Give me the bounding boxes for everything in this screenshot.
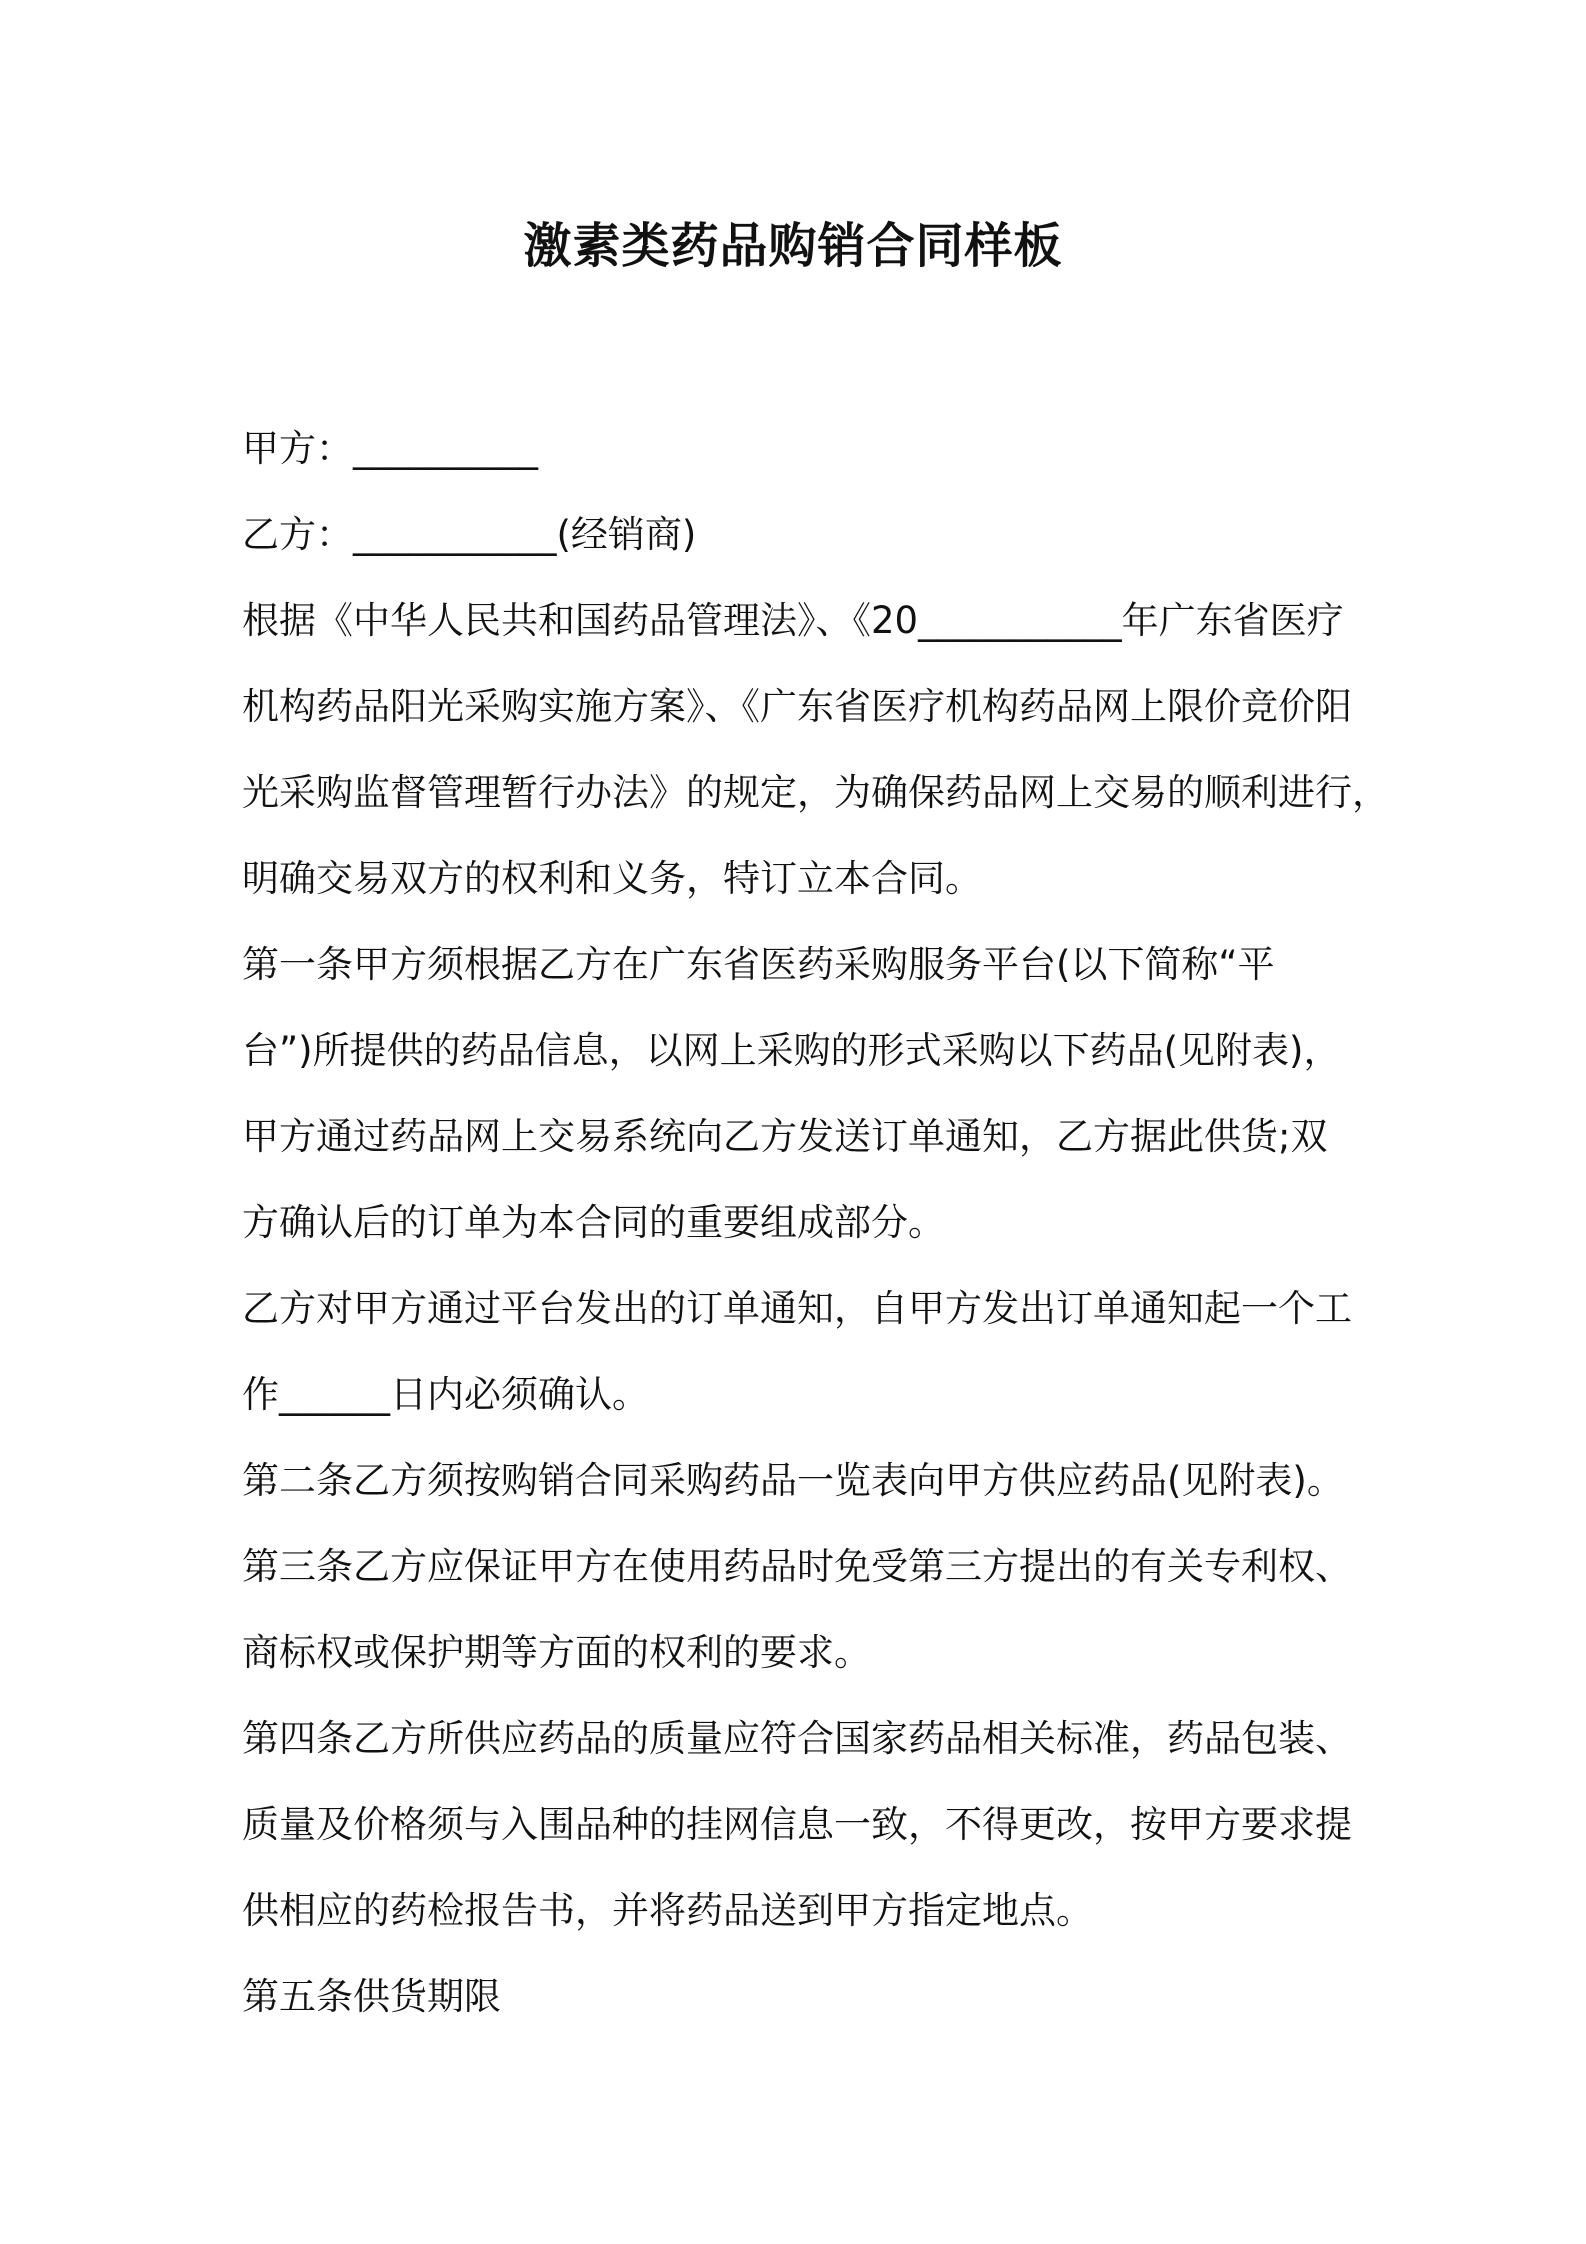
text-line: 根据《中华人民共和国药品管理法》、《20___________年广东省医疗: [242, 599, 1344, 642]
text-line: 供相应的药检报告书，并将药品送到甲方指定地点。: [242, 1889, 1093, 1932]
text-line: 质量及价格须与入围品种的挂网信息一致，不得更改，按甲方要求提: [242, 1803, 1352, 1846]
text-line: 乙方对甲方通过平台发出的订单通知，自甲方发出订单通知起一个工: [242, 1287, 1352, 1330]
text-line: 光采购监督管理暂行办法》的规定，为确保药品网上交易的顺利进行，: [242, 771, 1389, 814]
document-body: [242, 406, 1389, 2040]
text-line: 第三条乙方应保证甲方在使用药品时免受第三方提出的有关专利权、: [242, 1545, 1352, 1588]
text-line: 第二条乙方须按购销合同采购药品一览表向甲方供应药品(见附表)。: [242, 1459, 1344, 1502]
document-title: 激素类药品购销合同样板: [523, 218, 1063, 274]
text-line: 第一条甲方须根据乙方在广东省医药采购服务平台(以下简称“平: [242, 943, 1275, 986]
section-heading-line: 第五条供货期限: [242, 1975, 501, 2018]
text-line: 商标权或保护期等方面的权利的要求。: [242, 1631, 871, 1674]
text-line: 作______日内必须确认。: [242, 1373, 649, 1416]
text-line: 明确交易双方的权利和义务，特订立本合同。: [242, 857, 982, 900]
text-line: 第四条乙方所供应药品的质量应符合国家药品相关标准，药品包装、: [242, 1717, 1352, 1760]
party-a-line: 甲方：__________: [242, 427, 538, 470]
text-line: 方确认后的订单为本合同的重要组成部分。: [242, 1201, 945, 1244]
party-b-line: 乙方：___________(经销商): [242, 513, 697, 556]
text-line: 机构药品阳光采购实施方案》、《广东省医疗机构药品网上限价竞价阳: [242, 685, 1352, 728]
text-line: 台”)所提供的药品信息，以网上采购的形式采购以下药品(见附表)，: [242, 1029, 1341, 1072]
text-line: 甲方通过药品网上交易系统向乙方发送订单通知，乙方据此供货;双: [242, 1115, 1328, 1158]
